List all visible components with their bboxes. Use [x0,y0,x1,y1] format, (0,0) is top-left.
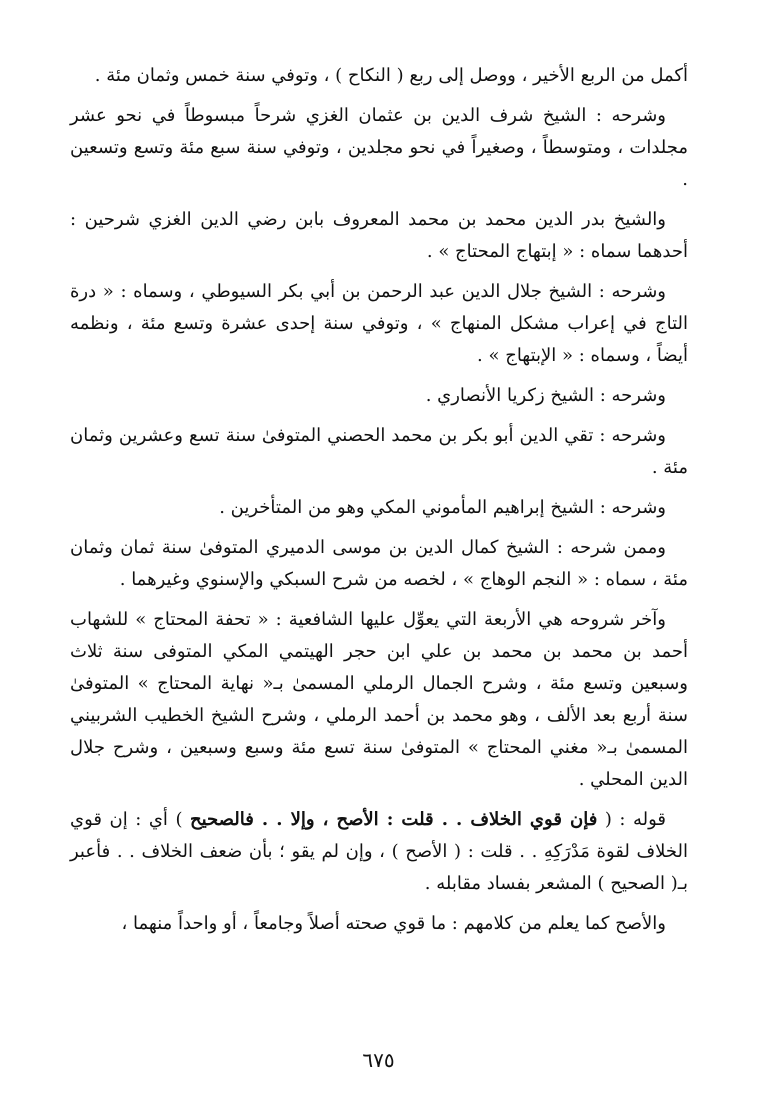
page-body [70,60,688,948]
paragraph-6: وشرحه : تقي الدين أبو بكر بن محمد الحصني المتوفىٰ سنة تسع وعشرين وثمان مئة . [70,425,688,478]
paragraph-5: وشرحه : الشيخ زكريا الأنصاري . [425,385,666,406]
last-paragraph: والأصح كما يعلم من كلامهم : ما قوي صحته أصلاً وجامعاً ، أو واحداً منهما ، [121,913,666,934]
quote-paragraph [70,804,688,900]
paragraph-4: وشرحه : الشيخ جلال الدين عبد الرحمن بن أبي بكر السيوطي ، وسماه : « درة التاج في إعراب مشكل المنهاج » ، وتوفي سنة إحدى عشرة وتسع مئة ، ونظمه أيضاً ، وسماه : « الإبتهاج » . [70,281,688,366]
paragraph-7: وشرحه : الشيخ إبراهيم المأموني المكي وهو من المتأخرين . [219,497,666,518]
paragraph-3: والشيخ بدر الدين محمد بن محمد المعروف بابن رضي الدين الغزي شرحين : أحدهما سماه : « إبتهاج المحتاج » . [70,209,688,262]
paragraph-9: وآخر شروحه هي الأربعة التي يعوِّل عليها الشافعية : « تحفة المحتاج » للشهاب أحمد بن محمد بن محمد بن علي ابن حجر الهيتمي المكي المتوفى سنة ثلاث وسبعين وتسع مئة ، وشرح الجمال الرملي المسمىٰ بـ« نهاية المحتاج » المتوفىٰ سنة أربع بعد الألف ، وهو محمد بن أحمد الرملي ، وشرح الشيخ الخطيب الشربيني المسمىٰ بـ« مغني المحتاج » المتوفىٰ سنة تسع مئة وسبع وسبعين ، وشرح جلال الدين المحلي . [70,609,688,790]
paragraph-2: وشرحه : الشيخ شرف الدين بن عثمان الغزي شرحاً مبسوطاً في نحو عشر مجلدات ، ومتوسطاً ، وصغيراً في نحو مجلدين ، وتوفي سنة سبع مئة وتسع وتسعين . [70,105,688,190]
paragraph-1: أكمل من الربع الأخير ، ووصل إلى ربع ( النكاح ) ، وتوفي سنة خمس وثمان مئة . [94,65,688,86]
quote-intro: قوله : ( [604,809,666,830]
page-number: ٦٧٥ [362,1048,395,1072]
paragraph-8: وممن شرحه : الشيخ كمال الدين بن موسى الدميري المتوفىٰ سنة ثمان وثمان مئة ، سماه : « النجم الوهاج » ، لخصه من شرح السبكي والإسنوي وغيرهما . [70,537,688,590]
quote-bold-text: فإن قوي الخلاف . . قلت : الأصح ، وإلا . . فالصحيح [190,809,598,830]
quote-rest: ) أي : إن قوي الخلاف لقوة مَدْرَكِهِ . . قلت : ( الأصح ) ، وإن لم يقو ؛ بأن ضعف الخلاف . . فأعبر بـ( الصحيح ) المشعر بفساد مقابله . [70,809,688,894]
